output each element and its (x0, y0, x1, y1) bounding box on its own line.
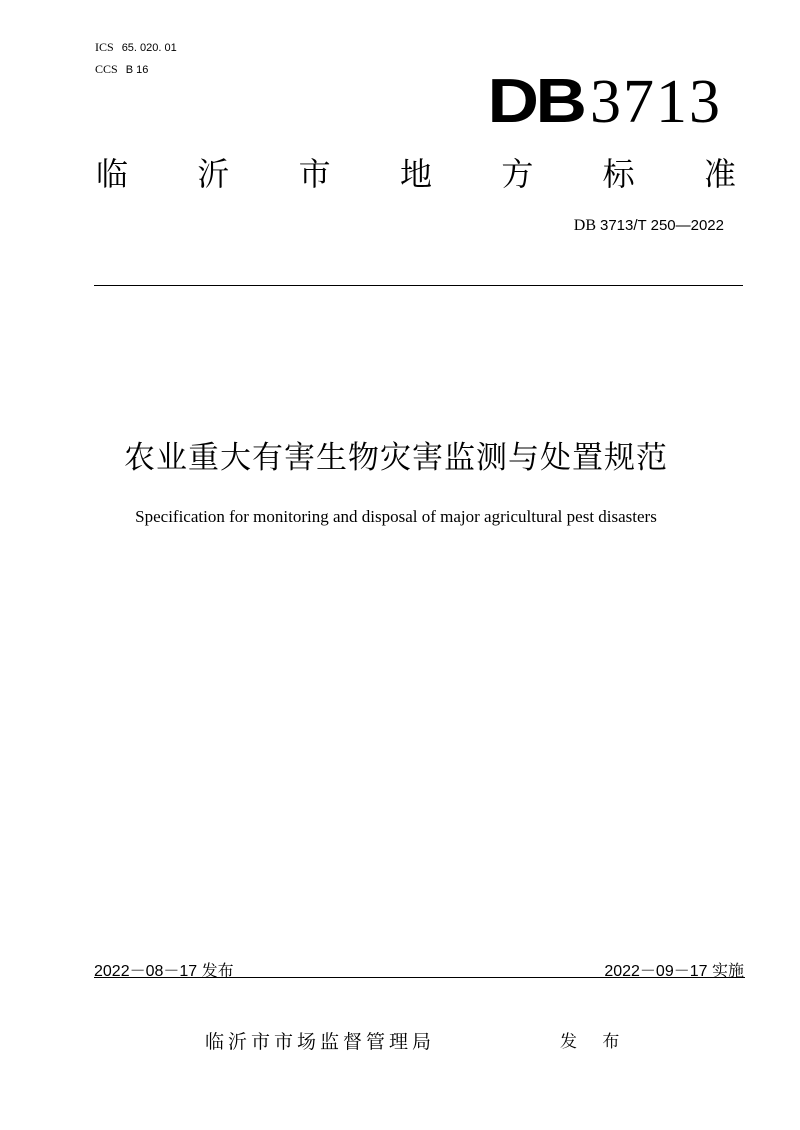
standard-category-char: 市 (298, 155, 331, 193)
standard-category-char: 地 (399, 155, 432, 193)
ics-value: 65. 020. 01 (121, 42, 177, 54)
document-title-zh: 农业重大有害生物灾害监测与处置规范 (124, 440, 668, 476)
ccs-value: B 16 (125, 64, 149, 76)
issuing-authority: 临沂市市场监督管理局 (205, 1031, 436, 1053)
standard-category-char: 准 (703, 155, 736, 193)
effective-date-label: 实施 (711, 961, 744, 980)
standard-code-prefix: DB (573, 217, 596, 234)
release-date-value: 2022－08－17 (94, 963, 198, 980)
date-divider (94, 977, 745, 978)
standard-category-char: 方 (501, 155, 534, 193)
publish-label: 发 布 (560, 1032, 630, 1052)
document-title-en: Specification for monitoring and disposal of major agricultural pest disasters (135, 507, 657, 526)
ccs-label: CCS (95, 62, 118, 76)
standard-category-char: 临 (96, 155, 129, 193)
header-divider (94, 285, 743, 286)
release-date-label: 发布 (201, 961, 234, 980)
db-logo (487, 67, 722, 136)
standard-category-char: 标 (602, 155, 635, 193)
ccs-line (95, 62, 148, 77)
ics-label: ICS (95, 40, 114, 54)
effective-date-value: 2022－09－17 (604, 963, 708, 980)
logo-db-mark: DB (487, 67, 584, 136)
standard-code (574, 217, 724, 235)
ics-line (95, 40, 177, 55)
standard-category (96, 152, 736, 196)
logo-region-number: 3713 (590, 68, 722, 136)
standard-code-number: 3713/T 250—2022 (600, 217, 724, 234)
standard-category-char: 沂 (197, 155, 230, 193)
